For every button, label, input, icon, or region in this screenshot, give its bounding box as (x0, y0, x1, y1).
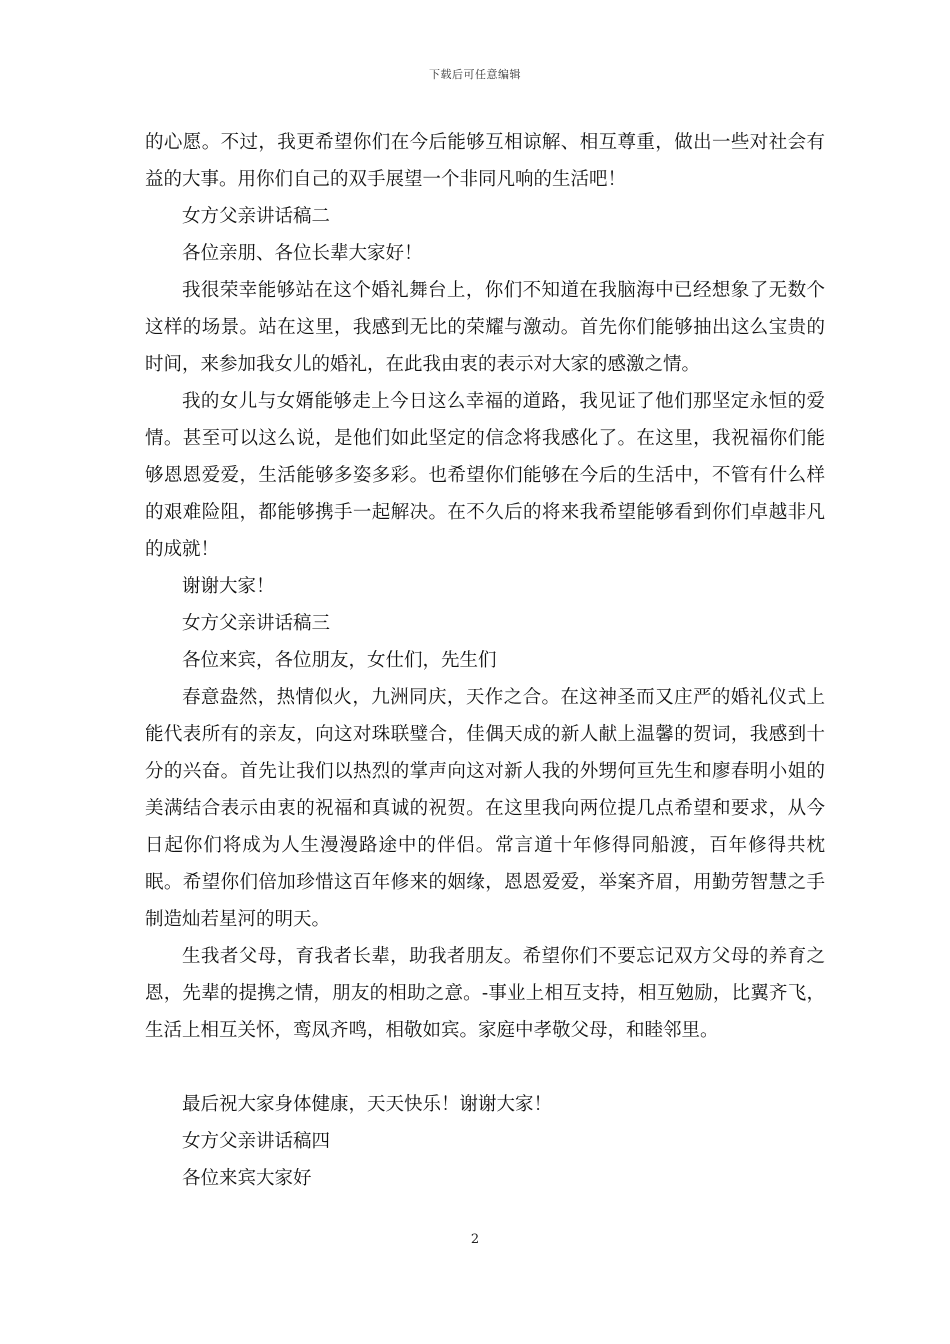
paragraph: 我的女儿与女婿能够走上今日这么幸福的道路，我见证了他们那坚定永恒的爱情。甚至可以这么说，是他们如此坚定的信念将我感化了。在这里，我祝福你们能够恩恩爱爱，生活能够多姿多彩。也希望你们能够在今后的生活中，不管有什么样的艰难险阻，都能够携手一起解决。在不久后的将来我希望能够看到你们卓越非凡的成就！ (145, 391, 825, 560)
paragraph-continuation: 的心愿。不过，我更希望你们在今后能够互相谅解、相互尊重，做出一些对社会有益的大事。用你们自己的双手展望一个非同凡响的生活吧！ (145, 132, 825, 190)
page-header: 下载后可任意编辑 (429, 68, 521, 81)
greeting-2: 各位亲朋、各位长辈大家好！ (182, 243, 423, 264)
section-heading-2: 女方父亲讲话稿二 (182, 206, 331, 227)
thanks-line: 谢谢大家！ (182, 576, 275, 597)
paragraph: 生我者父母，育我者长辈，助我者朋友。希望你们不要忘记双方父母的养育之恩，先辈的提携之情，朋友的相助之意。-事业上相互支持，相互勉励，比翼齐飞，生活上相互关怀，鸾凤齐鸣，相敬如宾。家庭中孝敬父母，和睦邻里。 (145, 946, 825, 1041)
document-body (145, 124, 825, 1197)
greeting-4: 各位来宾大家好 (182, 1168, 312, 1189)
paragraph: 春意盎然，热情似火，九洲同庆，天作之合。在这神圣而又庄严的婚礼仪式上能代表所有的亲友，向这对珠联璧合，佳偶天成的新人献上温馨的贺词，我感到十分的兴奋。首先让我们以热烈的掌声向这对新人我的外甥何亘先生和廖春明小姐的美满结合表示由衷的祝福和真诚的祝贺。在这里我向两位提几点希望和要求，从今日起你们将成为人生漫漫路途中的伴侣。常言道十年修得同船渡，百年修得共枕眠。希望你们倍加珍惜这百年修来的姻缘，恩恩爱爱，举案齐眉，用勤劳智慧之手制造灿若星河的明天。 (145, 687, 825, 930)
closing-line: 最后祝大家身体健康，天天快乐！谢谢大家！ (182, 1094, 553, 1115)
greeting-3: 各位来宾，各位朋友，女仕们，先生们 (182, 650, 497, 671)
section-heading-4: 女方父亲讲话稿四 (182, 1131, 331, 1152)
paragraph: 我很荣幸能够站在这个婚礼舞台上，你们不知道在我脑海中已经想象了无数个这样的场景。站在这里，我感到无比的荣耀与激动。首先你们能够抽出这么宝贵的时间，来参加我女儿的婚礼，在此我由衷的表示对大家的感激之情。 (145, 280, 825, 375)
section-heading-3: 女方父亲讲话稿三 (182, 613, 331, 634)
page-number: 2 (470, 1232, 480, 1247)
